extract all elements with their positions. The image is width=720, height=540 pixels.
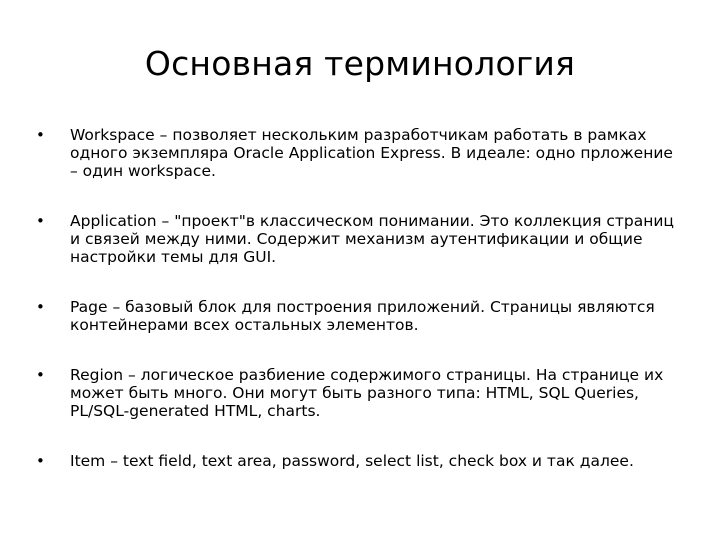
bullet-item-application [36, 212, 684, 266]
bullet-text: Application – "проект"в классическом понимании. Это коллекция страниц и связей между ними. Содержит механизм аутентификации и общие настройки темы для GUI. [70, 212, 674, 266]
bullet-text: Page – базовый блок для построения приложений. Страницы являются контейнерами всех остальных элементов. [70, 298, 655, 334]
bullet-item-region [36, 366, 684, 420]
bullet-text: Region – логическое разбиение содержимого страницы. На странице их может быть много. Они могут быть разного типа: HTML, SQL Queries, PL/SQL-generated HTML, charts. [70, 366, 664, 420]
slide-title: Основная терминология [144, 44, 576, 83]
bullet-item-page [36, 298, 684, 334]
bullet-item-item [36, 452, 684, 470]
bullet-icon: • [36, 452, 45, 470]
bullet-text: Workspace – позволяет нескольким разработчикам работать в рамках одного экземпляра Oracle Application Express. В идеале: одно прложение – один workspace. [70, 126, 673, 180]
bullet-icon: • [36, 366, 45, 384]
bullet-list [36, 126, 684, 502]
bullet-text: Item – text field, text area, password, select list, check box и так далее. [70, 452, 634, 470]
bullet-icon: • [36, 298, 45, 316]
bullet-icon: • [36, 126, 45, 144]
bullet-icon: • [36, 212, 45, 230]
bullet-item-workspace [36, 126, 684, 180]
